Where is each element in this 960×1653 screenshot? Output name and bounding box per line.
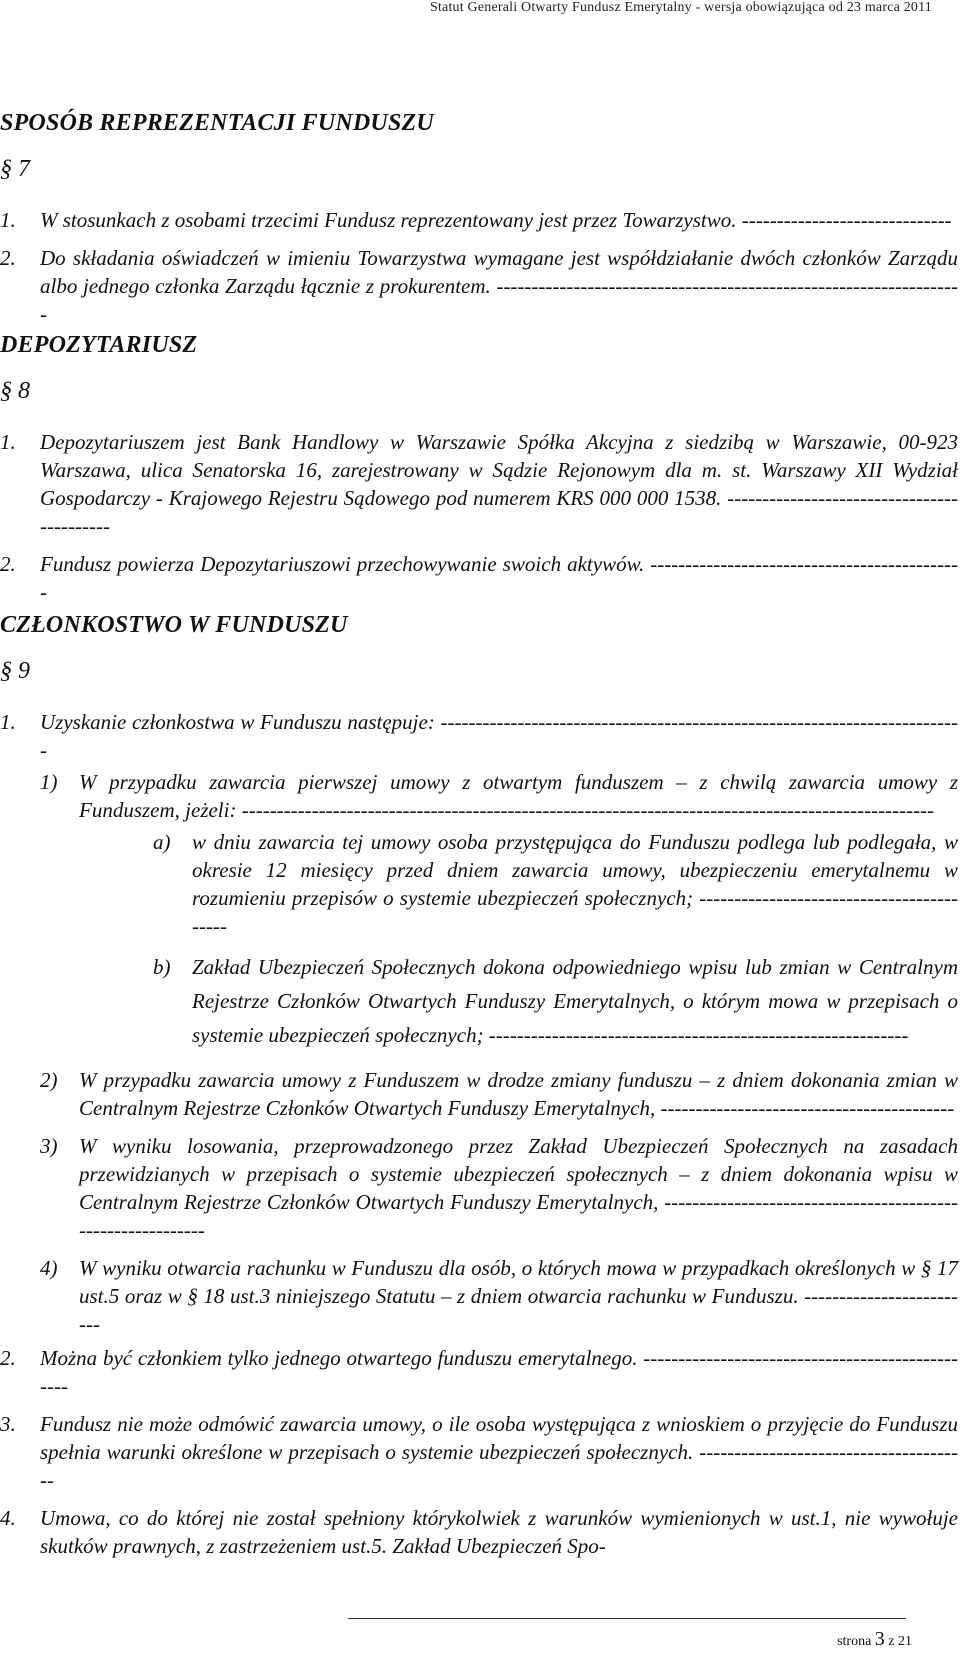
item-number: 2. bbox=[0, 552, 16, 576]
list-item bbox=[0, 428, 958, 540]
item-number: 1. bbox=[0, 208, 16, 232]
sub-sub-list-item bbox=[0, 828, 958, 940]
document-body bbox=[0, 110, 958, 1560]
item-number: 3) bbox=[40, 1134, 58, 1158]
list-item bbox=[0, 708, 958, 764]
item-number: 2) bbox=[40, 1068, 58, 1092]
item-text: Fundusz nie może odmówić zawarcia umowy, o ile osoba występująca z wnioskiem o przyjęcie do Funduszu spełnia warunki określone w przepisach o systemie ubezpieczeń społecznych. --------------------------------------- bbox=[40, 1412, 958, 1492]
sub-sub-list-item bbox=[0, 950, 958, 1052]
page-total: z 21 bbox=[884, 1634, 912, 1649]
item-text: Fundusz powierza Depozytariuszowi przechowywanie swoich aktywów. --------------------------------------------- bbox=[40, 552, 958, 604]
page-current: 3 bbox=[874, 1628, 885, 1650]
paragraph-symbol-7: § 7 bbox=[0, 156, 30, 182]
item-number: 2. bbox=[0, 246, 16, 270]
item-text: W stosunkach z osobami trzecimi Fundusz reprezentowany jest przez Towarzystwo. ------------------------------ bbox=[40, 208, 952, 232]
item-text: W przypadku zawarcia umowy z Funduszem w drodze zmiany funduszu – z dniem dokonania zmian w Centralnym Rejestrze Członków Otwartych Funduszy Emerytalnych, ------------------------------------------ bbox=[79, 1068, 958, 1120]
page-number bbox=[837, 1628, 912, 1651]
paragraph-symbol-8: § 8 bbox=[0, 378, 30, 404]
item-text: w dniu zawarcia tej umowy osoba przystępująca do Funduszu podlega lub podlegała, w okresie 12 miesięcy przed dniem zawarcia umowy, ubezpieczeniu emerytalnemu w rozumieniu przepisów o systemie ubezpieczeń społecznych; ------------------------------------------ bbox=[192, 830, 958, 938]
sub-list-item bbox=[0, 1254, 958, 1338]
item-text: Uzyskanie członkostwa w Funduszu następuje: --------------------------------------------------------------------------- bbox=[40, 710, 958, 762]
item-text: W przypadku zawarcia pierwszej umowy z otwartym funduszem – z chwilą zawarcia umowy z Funduszem, jeżeli: --------------------------------------------------------------------------------------------------- bbox=[79, 770, 958, 822]
item-text: W wyniku losowania, przeprowadzonego przez Zakład Ubezpieczeń Społecznych na zasadach przewidzianych w przepisach o systemie ubezpieczeń społecznych – z dniem dokonania wpisu w Centralnym Rejestrze Członków Otwartych Funduszy Emerytalnych, ------------------------------------------------------------ bbox=[79, 1134, 958, 1242]
item-text: Można być członkiem tylko jednego otwartego funduszu emerytalnego. ------------------------------------------------- bbox=[40, 1346, 958, 1398]
list-item bbox=[0, 244, 958, 328]
list-item bbox=[0, 550, 958, 606]
item-number: 1. bbox=[0, 710, 16, 734]
section-title-czlonkostwo: CZŁONKOSTWO W FUNDUSZU bbox=[0, 612, 348, 638]
list-item bbox=[0, 1410, 958, 1494]
item-text: W wyniku otwarcia rachunku w Funduszu dla osób, o których mowa w przypadkach określonych w § 17 ust.5 oraz w § 18 ust.3 niniejszego Statutu – z dniem otwarcia rachunku w Funduszu. ------------------------- bbox=[79, 1256, 958, 1336]
item-text: Zakład Ubezpieczeń Społecznych dokona odpowiedniego wpisu lub zmian w Centralnym Rejestrze Członków Otwartych Funduszy Emerytalnych, o którym mowa w przepisach o systemie ubezpieczeń społecznych; ------------------------------------------------------------ bbox=[192, 955, 958, 1047]
section-title-reprezentacja: SPOSÓB REPREZENTACJI FUNDUSZU bbox=[0, 110, 434, 136]
item-text: Depozytariuszem jest Bank Handlowy w Warszawie Spółka Akcyjna z siedzibą w Warszawie, 00-923 Warszawa, ulica Senatorska 16, zarejestrowany w Sądzie Rejonowym dla m. st. Warszawy XII Wydział Gospodarczy - Krajowego Rejestru Sądowego pod numerem KRS 000 000 1538. ------------------------------------------- bbox=[40, 430, 958, 538]
paragraph-symbol-9: § 9 bbox=[0, 658, 30, 684]
page-prefix: strona bbox=[837, 1634, 875, 1649]
item-letter: b) bbox=[153, 955, 171, 979]
item-number: 4) bbox=[40, 1256, 58, 1280]
footer-divider bbox=[348, 1618, 906, 1619]
document-header: Statut Generali Otwarty Fundusz Emerytalny - wersja obowiązująca od 23 marca 2011 bbox=[429, 0, 932, 15]
item-number: 3. bbox=[0, 1412, 16, 1436]
item-number: 4. bbox=[0, 1506, 16, 1530]
list-item bbox=[0, 206, 958, 234]
list-item bbox=[0, 1344, 958, 1400]
sub-list-item bbox=[0, 1132, 958, 1244]
item-number: 1. bbox=[0, 430, 16, 454]
list-item bbox=[0, 1504, 958, 1560]
sub-list-item bbox=[0, 1066, 958, 1122]
item-text: Umowa, co do której nie został spełniony którykolwiek z warunków wymienionych w ust.1, nie wywołuje skutków prawnych, z zastrzeżeniem ust.5. Zakład Ubezpieczeń Spo- bbox=[40, 1506, 958, 1558]
item-letter: a) bbox=[153, 830, 171, 854]
item-number: 2. bbox=[0, 1346, 16, 1370]
item-number: 1) bbox=[40, 770, 58, 794]
sub-list-item bbox=[0, 768, 958, 824]
section-title-depozytariusz: DEPOZYTARIUSZ bbox=[0, 332, 198, 358]
item-text: Do składania oświadczeń w imieniu Towarzystwa wymagane jest współdziałanie dwóch członków Zarządu albo jednego członka Zarządu łącznie z prokurentem. ------------------------------------------------------------------- bbox=[40, 246, 958, 326]
